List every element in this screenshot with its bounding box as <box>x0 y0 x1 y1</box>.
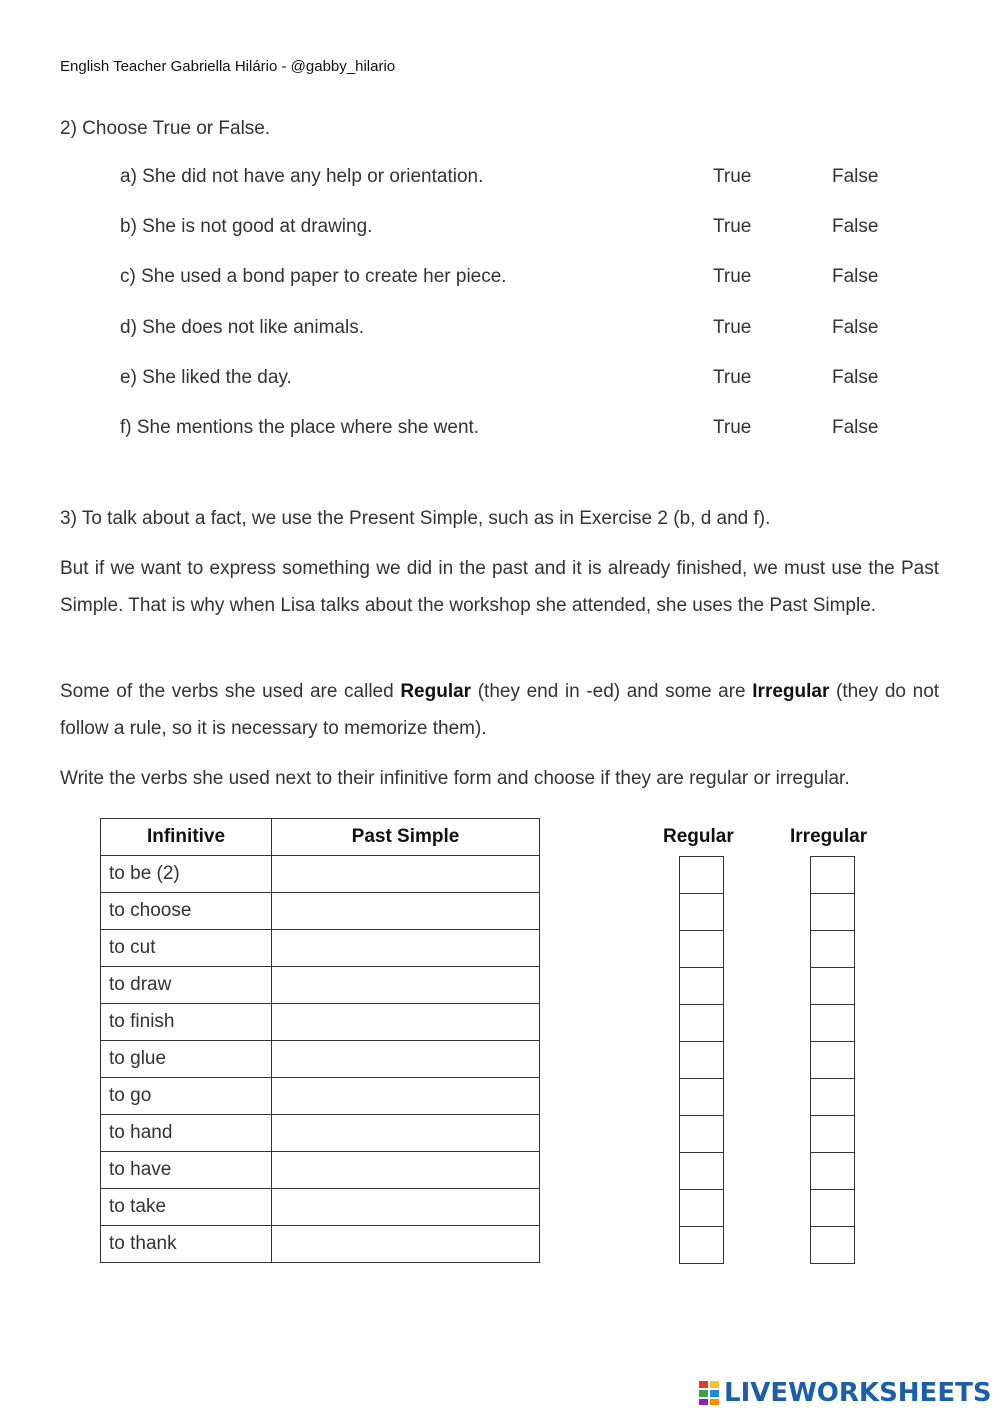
table-row <box>101 1189 540 1226</box>
irregular-checkbox[interactable] <box>810 1115 855 1153</box>
past-simple-input[interactable] <box>272 967 540 1004</box>
infinitive-cell: to go <box>101 1078 272 1115</box>
infinitive-cell: to choose <box>101 893 272 930</box>
regular-checkbox[interactable] <box>679 967 724 1005</box>
irregular-checkbox[interactable] <box>810 1004 855 1042</box>
infinitive-cell: to finish <box>101 1004 272 1041</box>
regular-checkbox-column <box>679 856 724 1264</box>
tf-statement: d) She does not like animals. <box>120 316 364 338</box>
past-simple-input[interactable] <box>272 856 540 893</box>
explanation-text: (they end in -ed) and some are <box>477 681 746 702</box>
regular-irregular-explanation <box>60 674 939 747</box>
true-option[interactable]: True <box>713 416 752 438</box>
infinitive-cell: to glue <box>101 1041 272 1078</box>
table-row <box>101 1152 540 1189</box>
irregular-checkbox[interactable] <box>810 1078 855 1116</box>
exercise3-intro: 3) To talk about a fact, we use the Present Simple, such as in Exercise 2 (b, d and f). <box>60 508 771 529</box>
past-simple-input[interactable] <box>272 1041 540 1078</box>
liveworksheets-logo-icon <box>698 1380 720 1406</box>
infinitive-cell: to be (2) <box>101 856 272 893</box>
tf-item <box>0 367 1000 417</box>
irregular-checkbox[interactable] <box>810 893 855 931</box>
exercise2-title: 2) Choose True or False. <box>60 118 271 139</box>
regular-checkbox[interactable] <box>679 1115 724 1153</box>
table-header-row <box>101 819 540 856</box>
true-option[interactable]: True <box>713 266 752 288</box>
past-simple-input[interactable] <box>272 1152 540 1189</box>
past-simple-input[interactable] <box>272 1226 540 1263</box>
regular-checkbox[interactable] <box>679 1189 724 1227</box>
infinitive-cell: to cut <box>101 930 272 967</box>
liveworksheets-brand <box>698 1378 992 1408</box>
irregular-checkbox[interactable] <box>810 1041 855 1079</box>
brand-name: LIVEWORKSHEETS <box>724 1378 992 1408</box>
infinitive-cell: to take <box>101 1189 272 1226</box>
tf-statement: e) She liked the day. <box>120 366 292 388</box>
past-simple-input[interactable] <box>272 1078 540 1115</box>
past-simple-input[interactable] <box>272 893 540 930</box>
tf-item <box>0 216 1000 266</box>
regular-checkbox[interactable] <box>679 1041 724 1079</box>
irregular-checkbox[interactable] <box>810 967 855 1005</box>
true-option[interactable]: True <box>713 216 752 238</box>
tf-statement: f) She mentions the place where she went. <box>120 416 480 438</box>
irregular-column-header: Irregular <box>790 826 868 847</box>
header-credit: English Teacher Gabriella Hilário - @gabby_hilario <box>60 58 396 75</box>
irregular-checkbox[interactable] <box>810 1226 855 1264</box>
irregular-checkbox[interactable] <box>810 856 855 894</box>
regular-checkbox[interactable] <box>679 856 724 894</box>
regular-checkbox[interactable] <box>679 893 724 931</box>
regular-term: Regular <box>400 681 472 702</box>
table-row <box>101 1226 540 1263</box>
explanation-text: Some of the verbs she used are called <box>60 681 394 702</box>
false-option[interactable]: False <box>832 366 879 388</box>
false-option[interactable]: False <box>832 316 879 338</box>
false-option[interactable]: False <box>832 266 879 288</box>
tf-item <box>0 166 1000 216</box>
tf-item <box>0 417 1000 467</box>
exercise3-instruction: Write the verbs she used next to their infinitive form and choose if they are regular or irregular. <box>60 768 850 789</box>
table-row <box>101 893 540 930</box>
table-row <box>101 1004 540 1041</box>
tf-item <box>0 266 1000 316</box>
past-simple-header: Past Simple <box>272 819 540 856</box>
true-option[interactable]: True <box>713 366 752 388</box>
table-row <box>101 1078 540 1115</box>
past-simple-input[interactable] <box>272 930 540 967</box>
infinitive-cell: to have <box>101 1152 272 1189</box>
verbs-table <box>100 818 540 1263</box>
false-option[interactable]: False <box>832 416 879 438</box>
infinitive-header: Infinitive <box>101 819 272 856</box>
irregular-term: Irregular <box>752 681 830 702</box>
false-option[interactable]: False <box>832 216 879 238</box>
irregular-checkbox[interactable] <box>810 930 855 968</box>
table-row <box>101 856 540 893</box>
infinitive-cell: to hand <box>101 1115 272 1152</box>
past-simple-explanation: But if we want to express something we did in the past and it is already finished, we must use the Past Simple. That is why when Lisa talks about the workshop she attended, she uses the Past Simple. <box>60 558 939 616</box>
regular-checkbox[interactable] <box>679 1078 724 1116</box>
table-row <box>101 1115 540 1152</box>
past-simple-input[interactable] <box>272 1115 540 1152</box>
explanation-text: (they do not follow a rule, so it is necessary to memorize them). <box>60 681 940 739</box>
regular-checkbox[interactable] <box>679 1004 724 1042</box>
false-option[interactable]: False <box>832 166 879 187</box>
table-row <box>101 1041 540 1078</box>
true-option[interactable]: True <box>713 166 752 187</box>
tf-item <box>0 317 1000 367</box>
tf-statement: a) She did not have any help or orientation. <box>120 166 484 187</box>
irregular-checkbox-column <box>810 856 855 1264</box>
infinitive-cell: to draw <box>101 967 272 1004</box>
infinitive-cell: to thank <box>101 1226 272 1263</box>
true-option[interactable]: True <box>713 316 752 338</box>
irregular-checkbox[interactable] <box>810 1189 855 1227</box>
tf-statement: c) She used a bond paper to create her piece. <box>120 266 507 288</box>
regular-column-header: Regular <box>663 826 734 847</box>
past-simple-input[interactable] <box>272 1004 540 1041</box>
past-simple-input[interactable] <box>272 1189 540 1226</box>
regular-checkbox[interactable] <box>679 930 724 968</box>
table-row <box>101 930 540 967</box>
regular-checkbox[interactable] <box>679 1152 724 1190</box>
regular-checkbox[interactable] <box>679 1226 724 1264</box>
table-row <box>101 967 540 1004</box>
tf-statement: b) She is not good at drawing. <box>120 216 373 238</box>
true-false-list <box>0 166 1000 467</box>
irregular-checkbox[interactable] <box>810 1152 855 1190</box>
